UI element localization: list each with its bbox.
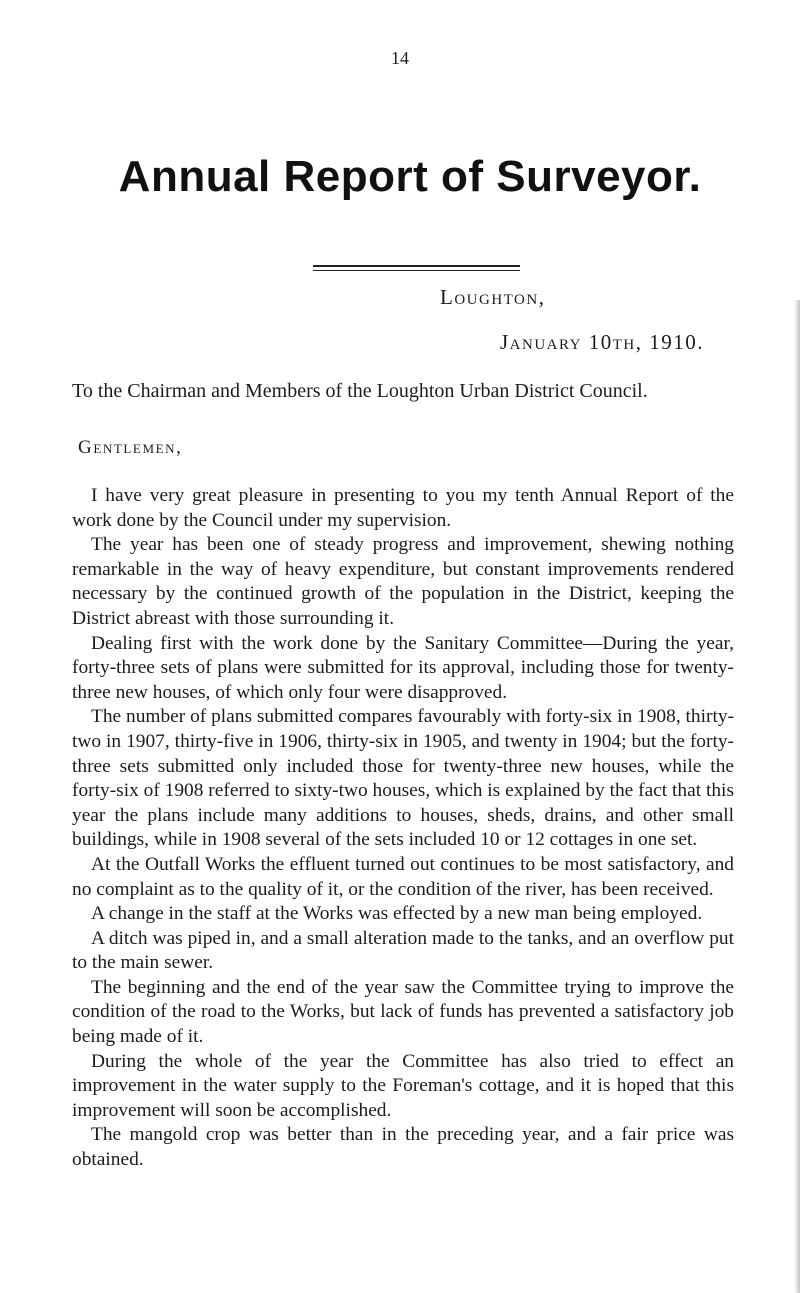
- title-divider: [313, 265, 520, 267]
- paragraph: I have very great pleasure in presenting to you my tenth Annual Report of the work done by the Council under my supervision.: [72, 485, 734, 531]
- paragraph: During the whole of the year the Committee has also tried to effect an improvement in the water supply to the Foreman's cottage, and it is hoped that this improvement will soon be accomplished.: [72, 1050, 734, 1121]
- letter-body: [72, 484, 734, 1173]
- paragraph: Dealing first with the work done by the Sanitary Committee—During the year, forty-three sets of plans were submitted for its approval, including those for twenty-three new houses, of which only four were disapproved.: [72, 632, 734, 703]
- paragraph: The mangold crop was better than in the preceding year, and a fair price was obtained.: [72, 1124, 734, 1171]
- letter-salutation: Gentlemen,: [78, 437, 183, 458]
- letter-place: Loughton,: [440, 285, 546, 309]
- title-divider-thin: [313, 270, 520, 271]
- page-edge-shadow: [794, 300, 800, 1293]
- paragraph: The year has been one of steady progress and improvement, shewing nothing remarkable in the way of heavy expenditure, but constant improvements rendered necessary by the continued growth of the population in the District, keeping the District abreast with those surrounding it.: [72, 534, 734, 629]
- paragraph: The beginning and the end of the year saw the Committee trying to improve the condition of the road to the Works, but lack of funds has prevented a satisfactory job being made of it.: [72, 976, 734, 1048]
- letter-date: January 10th, 1910.: [500, 330, 705, 354]
- report-title: Annual Report of Surveyor.: [118, 152, 702, 201]
- paragraph: A ditch was piped in, and a small alteration made to the tanks, and an overflow put to the main sewer.: [72, 927, 734, 974]
- page-number: 14: [391, 48, 409, 68]
- paragraph: At the Outfall Works the effluent turned out continues to be most satisfactory, and no complaint as to the quality of it, or the condition of the river, has been received.: [72, 853, 734, 900]
- letter-addressee: To the Chairman and Members of the Loughton Urban District Council.: [72, 380, 648, 402]
- paragraph: A change in the staff at the Works was effected by a new man being employed.: [91, 903, 703, 925]
- paragraph: The number of plans submitted compares favourably with forty-six in 1908, thirty-two in 1907, thirty-five in 1906, thirty-six in 1905, and twenty in 1904; but the forty-three sets submitted only included those for twenty-three new houses, while the forty-six of 1908 referred to sixty-two houses, which is explained by the fact that this year the plans include many additions to houses, sheds, drains, and other small buildings, while in 1908 several of the sets included 10 or 12 cottages in one set.: [72, 706, 734, 851]
